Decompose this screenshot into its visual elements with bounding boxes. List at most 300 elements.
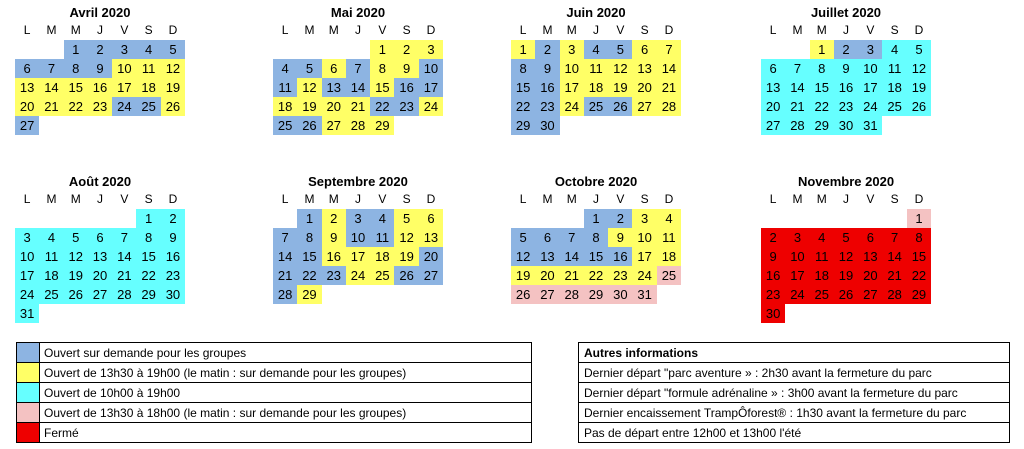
weekday-header: J bbox=[843, 192, 850, 206]
weekday-header: M bbox=[792, 192, 803, 206]
day-cell: 18 bbox=[584, 78, 608, 97]
day-cell: 13 bbox=[858, 247, 882, 266]
day-cell: 29 bbox=[584, 285, 608, 304]
weekday-header: S bbox=[640, 192, 649, 206]
day-cell: 4 bbox=[370, 209, 394, 228]
day-cell: 19 bbox=[511, 266, 535, 285]
weekday-header: D bbox=[168, 23, 178, 37]
day-cell: 29 bbox=[907, 285, 931, 304]
day-cell: 7 bbox=[560, 228, 584, 247]
legend-table bbox=[16, 342, 532, 443]
day-cell: 4 bbox=[584, 40, 608, 59]
weekday-header: M bbox=[328, 23, 339, 37]
month-title: Novembre 2020 bbox=[797, 174, 895, 189]
legend-label: Ouvert sur demande pour les groupes bbox=[40, 343, 532, 363]
day-cell: 15 bbox=[297, 247, 321, 266]
weekday-header: V bbox=[378, 192, 387, 206]
day-cell: 1 bbox=[136, 209, 160, 228]
day-cell: 25 bbox=[584, 97, 608, 116]
day-cell: 13 bbox=[632, 59, 656, 78]
day-cell: 2 bbox=[834, 40, 858, 59]
day-cell: 18 bbox=[657, 247, 681, 266]
day-cell: 20 bbox=[535, 266, 559, 285]
day-cell: 10 bbox=[346, 228, 370, 247]
day-cell: 13 bbox=[88, 247, 112, 266]
empty-cell bbox=[761, 209, 785, 228]
day-cell: 3 bbox=[15, 228, 39, 247]
weekday-header: M bbox=[304, 192, 315, 206]
weekday-header: V bbox=[378, 23, 387, 37]
day-cell: 11 bbox=[273, 78, 297, 97]
day-cell: 25 bbox=[657, 266, 681, 285]
weekday-header: S bbox=[402, 23, 411, 37]
day-cell: 16 bbox=[761, 266, 785, 285]
day-cell: 29 bbox=[297, 285, 321, 304]
day-cell: 5 bbox=[64, 228, 88, 247]
day-cell: 27 bbox=[761, 116, 785, 135]
info-line: Dernier encaissement TrampÔforest® : 1h30 avant la fermeture du parc bbox=[579, 403, 1010, 423]
day-cell: 24 bbox=[346, 266, 370, 285]
legend-label: Ouvert de 10h00 à 19h00 bbox=[40, 383, 532, 403]
day-cell: 25 bbox=[39, 285, 63, 304]
day-cell: 28 bbox=[882, 285, 906, 304]
day-cell: 9 bbox=[394, 59, 418, 78]
info-line: Dernier départ "parc aventure » : 2h30 avant la fermeture du parc bbox=[579, 363, 1010, 383]
day-cell: 7 bbox=[785, 59, 809, 78]
empty-cell bbox=[810, 209, 834, 228]
day-cell: 21 bbox=[273, 266, 297, 285]
weekday-header: D bbox=[664, 23, 674, 37]
day-cell: 26 bbox=[907, 97, 931, 116]
empty-cell bbox=[560, 209, 584, 228]
empty-cell bbox=[273, 40, 297, 59]
info-table bbox=[578, 342, 1010, 443]
weekday-header: V bbox=[120, 192, 129, 206]
day-cell: 13 bbox=[15, 78, 39, 97]
weekday-header: D bbox=[168, 192, 178, 206]
month-calendar bbox=[761, 174, 931, 323]
day-cell: 21 bbox=[346, 97, 370, 116]
day-cell: 15 bbox=[64, 78, 88, 97]
empty-cell bbox=[834, 209, 858, 228]
day-cell: 9 bbox=[161, 228, 185, 247]
month-grid bbox=[761, 21, 931, 135]
month-calendar bbox=[511, 5, 681, 135]
day-cell: 24 bbox=[785, 285, 809, 304]
day-cell: 5 bbox=[608, 40, 632, 59]
legend-row bbox=[17, 403, 532, 423]
day-cell: 2 bbox=[761, 228, 785, 247]
day-cell: 19 bbox=[394, 247, 418, 266]
empty-cell bbox=[511, 209, 535, 228]
weekday-header: M bbox=[46, 23, 57, 37]
weekday-header: M bbox=[566, 23, 577, 37]
day-cell: 8 bbox=[907, 228, 931, 247]
day-cell: 28 bbox=[657, 97, 681, 116]
weekday-header: M bbox=[792, 23, 803, 37]
day-cell: 20 bbox=[419, 247, 443, 266]
day-cell: 12 bbox=[394, 228, 418, 247]
day-cell: 12 bbox=[907, 59, 931, 78]
day-cell: 14 bbox=[560, 247, 584, 266]
day-cell: 25 bbox=[882, 97, 906, 116]
weekday-header: J bbox=[355, 23, 362, 37]
empty-cell bbox=[88, 209, 112, 228]
day-cell: 25 bbox=[370, 266, 394, 285]
day-cell: 9 bbox=[834, 59, 858, 78]
weekday-header: J bbox=[593, 23, 600, 37]
day-cell: 16 bbox=[608, 247, 632, 266]
day-cell: 6 bbox=[88, 228, 112, 247]
day-cell: 17 bbox=[632, 247, 656, 266]
day-cell: 14 bbox=[273, 247, 297, 266]
day-cell: 9 bbox=[608, 228, 632, 247]
day-cell: 15 bbox=[907, 247, 931, 266]
day-cell: 17 bbox=[560, 78, 584, 97]
day-cell: 27 bbox=[322, 116, 346, 135]
day-cell: 8 bbox=[370, 59, 394, 78]
legend-swatch bbox=[17, 343, 40, 363]
day-cell: 22 bbox=[64, 97, 88, 116]
day-cell: 27 bbox=[632, 97, 656, 116]
day-cell: 7 bbox=[112, 228, 136, 247]
day-cell: 9 bbox=[322, 228, 346, 247]
day-cell: 29 bbox=[810, 116, 834, 135]
day-cell: 24 bbox=[560, 97, 584, 116]
day-cell: 8 bbox=[136, 228, 160, 247]
day-cell: 24 bbox=[112, 97, 136, 116]
weekday-header: D bbox=[914, 192, 924, 206]
month-title: Mai 2020 bbox=[330, 5, 386, 20]
day-cell: 27 bbox=[535, 285, 559, 304]
month-title: Avril 2020 bbox=[69, 5, 131, 20]
empty-cell bbox=[858, 209, 882, 228]
day-cell: 17 bbox=[858, 78, 882, 97]
weekday-header: J bbox=[355, 192, 362, 206]
day-cell: 21 bbox=[785, 97, 809, 116]
day-cell: 23 bbox=[394, 97, 418, 116]
day-cell: 3 bbox=[419, 40, 443, 59]
day-cell: 28 bbox=[273, 285, 297, 304]
day-cell: 26 bbox=[64, 285, 88, 304]
month-calendar bbox=[15, 5, 185, 135]
day-cell: 30 bbox=[608, 285, 632, 304]
day-cell: 3 bbox=[632, 209, 656, 228]
day-cell: 16 bbox=[88, 78, 112, 97]
day-cell: 14 bbox=[882, 247, 906, 266]
weekday-header: D bbox=[426, 23, 436, 37]
day-cell: 4 bbox=[136, 40, 160, 59]
day-cell: 7 bbox=[273, 228, 297, 247]
day-cell: 1 bbox=[511, 40, 535, 59]
day-cell: 26 bbox=[394, 266, 418, 285]
day-cell: 28 bbox=[560, 285, 584, 304]
day-cell: 16 bbox=[322, 247, 346, 266]
day-cell: 20 bbox=[15, 97, 39, 116]
empty-cell bbox=[39, 209, 63, 228]
day-cell: 28 bbox=[785, 116, 809, 135]
legend-row bbox=[17, 423, 532, 443]
day-cell: 26 bbox=[297, 116, 321, 135]
weekday-header: S bbox=[144, 23, 153, 37]
legend-row bbox=[17, 363, 532, 383]
month-title: Août 2020 bbox=[68, 174, 132, 189]
day-cell: 3 bbox=[858, 40, 882, 59]
day-cell: 20 bbox=[88, 266, 112, 285]
day-cell: 12 bbox=[511, 247, 535, 266]
day-cell: 27 bbox=[88, 285, 112, 304]
day-cell: 10 bbox=[560, 59, 584, 78]
weekday-header: S bbox=[402, 192, 411, 206]
legend-row bbox=[17, 383, 532, 403]
day-cell: 2 bbox=[322, 209, 346, 228]
day-cell: 12 bbox=[608, 59, 632, 78]
day-cell: 30 bbox=[535, 116, 559, 135]
day-cell: 26 bbox=[511, 285, 535, 304]
month-calendar bbox=[761, 5, 931, 135]
weekday-header: L bbox=[519, 23, 527, 37]
weekday-header: S bbox=[144, 192, 153, 206]
weekday-header: S bbox=[890, 23, 899, 37]
empty-cell bbox=[882, 209, 906, 228]
day-cell: 17 bbox=[346, 247, 370, 266]
day-cell: 18 bbox=[273, 97, 297, 116]
weekday-header: S bbox=[640, 23, 649, 37]
day-cell: 24 bbox=[419, 97, 443, 116]
day-cell: 18 bbox=[370, 247, 394, 266]
day-cell: 8 bbox=[511, 59, 535, 78]
weekday-header: M bbox=[816, 192, 827, 206]
day-cell: 19 bbox=[608, 78, 632, 97]
day-cell: 20 bbox=[858, 266, 882, 285]
legend-row bbox=[17, 343, 532, 363]
day-cell: 26 bbox=[608, 97, 632, 116]
day-cell: 26 bbox=[161, 97, 185, 116]
month-calendar bbox=[15, 174, 185, 323]
day-cell: 16 bbox=[161, 247, 185, 266]
day-cell: 4 bbox=[273, 59, 297, 78]
legend-label: Ouvert de 13h30 à 18h00 (le matin : sur demande pour les groupes) bbox=[40, 403, 532, 423]
day-cell: 27 bbox=[419, 266, 443, 285]
day-cell: 1 bbox=[64, 40, 88, 59]
day-cell: 7 bbox=[882, 228, 906, 247]
day-cell: 21 bbox=[560, 266, 584, 285]
empty-cell bbox=[273, 209, 297, 228]
day-cell: 27 bbox=[15, 116, 39, 135]
day-cell: 11 bbox=[39, 247, 63, 266]
weekday-header: L bbox=[281, 23, 289, 37]
day-cell: 12 bbox=[64, 247, 88, 266]
month-grid bbox=[511, 190, 681, 304]
day-cell: 19 bbox=[64, 266, 88, 285]
empty-cell bbox=[39, 40, 63, 59]
day-cell: 13 bbox=[761, 78, 785, 97]
weekday-header: M bbox=[46, 192, 57, 206]
weekday-header: L bbox=[23, 192, 31, 206]
day-cell: 19 bbox=[834, 266, 858, 285]
weekday-header: L bbox=[23, 23, 31, 37]
weekday-header: M bbox=[70, 23, 81, 37]
day-cell: 1 bbox=[370, 40, 394, 59]
weekday-header: D bbox=[914, 23, 924, 37]
day-cell: 2 bbox=[608, 209, 632, 228]
day-cell: 22 bbox=[511, 97, 535, 116]
day-cell: 23 bbox=[161, 266, 185, 285]
day-cell: 27 bbox=[858, 285, 882, 304]
weekday-header: J bbox=[97, 23, 104, 37]
weekday-header: J bbox=[593, 192, 600, 206]
day-cell: 2 bbox=[88, 40, 112, 59]
legend-swatch bbox=[17, 363, 40, 383]
day-cell: 8 bbox=[584, 228, 608, 247]
info-line: Dernier départ "formule adrénaline » : 3h00 avant la fermeture du parc bbox=[579, 383, 1010, 403]
day-cell: 6 bbox=[419, 209, 443, 228]
day-cell: 1 bbox=[584, 209, 608, 228]
day-cell: 15 bbox=[511, 78, 535, 97]
day-cell: 22 bbox=[370, 97, 394, 116]
weekday-header: D bbox=[426, 192, 436, 206]
day-cell: 18 bbox=[136, 78, 160, 97]
day-cell: 15 bbox=[136, 247, 160, 266]
weekday-header: V bbox=[616, 23, 625, 37]
month-grid bbox=[761, 190, 931, 323]
weekday-header: M bbox=[328, 192, 339, 206]
weekday-header: M bbox=[70, 192, 81, 206]
day-cell: 3 bbox=[112, 40, 136, 59]
day-cell: 6 bbox=[858, 228, 882, 247]
day-cell: 4 bbox=[39, 228, 63, 247]
info-title: Autres informations bbox=[579, 343, 1010, 363]
day-cell: 12 bbox=[161, 59, 185, 78]
day-cell: 1 bbox=[907, 209, 931, 228]
day-cell: 13 bbox=[322, 78, 346, 97]
day-cell: 9 bbox=[88, 59, 112, 78]
day-cell: 24 bbox=[632, 266, 656, 285]
day-cell: 22 bbox=[297, 266, 321, 285]
day-cell: 10 bbox=[785, 247, 809, 266]
month-grid bbox=[15, 190, 185, 323]
day-cell: 5 bbox=[907, 40, 931, 59]
empty-cell bbox=[297, 40, 321, 59]
day-cell: 29 bbox=[136, 285, 160, 304]
day-cell: 16 bbox=[394, 78, 418, 97]
weekday-header: J bbox=[843, 23, 850, 37]
empty-cell bbox=[64, 209, 88, 228]
day-cell: 6 bbox=[761, 59, 785, 78]
day-cell: 13 bbox=[419, 228, 443, 247]
month-title: Octobre 2020 bbox=[554, 174, 638, 189]
day-cell: 11 bbox=[657, 228, 681, 247]
day-cell: 6 bbox=[322, 59, 346, 78]
day-cell: 31 bbox=[858, 116, 882, 135]
weekday-header: M bbox=[542, 192, 553, 206]
day-cell: 7 bbox=[657, 40, 681, 59]
day-cell: 26 bbox=[834, 285, 858, 304]
day-cell: 12 bbox=[297, 78, 321, 97]
weekday-header: V bbox=[616, 192, 625, 206]
day-cell: 20 bbox=[322, 97, 346, 116]
month-title: Juin 2020 bbox=[566, 5, 626, 20]
weekday-header: L bbox=[519, 192, 527, 206]
day-cell: 11 bbox=[882, 59, 906, 78]
day-cell: 15 bbox=[584, 247, 608, 266]
day-cell: 11 bbox=[370, 228, 394, 247]
day-cell: 19 bbox=[297, 97, 321, 116]
day-cell: 5 bbox=[161, 40, 185, 59]
weekday-header: L bbox=[769, 23, 777, 37]
month-grid bbox=[273, 190, 443, 304]
day-cell: 15 bbox=[370, 78, 394, 97]
weekday-header: M bbox=[816, 23, 827, 37]
day-cell: 14 bbox=[112, 247, 136, 266]
day-cell: 21 bbox=[657, 78, 681, 97]
day-cell: 23 bbox=[761, 285, 785, 304]
day-cell: 28 bbox=[112, 285, 136, 304]
day-cell: 6 bbox=[632, 40, 656, 59]
day-cell: 10 bbox=[632, 228, 656, 247]
day-cell: 11 bbox=[136, 59, 160, 78]
weekday-header: M bbox=[566, 192, 577, 206]
empty-cell bbox=[535, 209, 559, 228]
month-title: Septembre 2020 bbox=[308, 174, 408, 189]
day-cell: 9 bbox=[535, 59, 559, 78]
day-cell: 3 bbox=[560, 40, 584, 59]
day-cell: 17 bbox=[419, 78, 443, 97]
day-cell: 21 bbox=[39, 97, 63, 116]
empty-cell bbox=[15, 209, 39, 228]
empty-cell bbox=[15, 40, 39, 59]
day-cell: 5 bbox=[394, 209, 418, 228]
empty-cell bbox=[761, 40, 785, 59]
day-cell: 28 bbox=[346, 116, 370, 135]
legend-swatch bbox=[17, 383, 40, 403]
weekday-header: L bbox=[769, 192, 777, 206]
day-cell: 4 bbox=[810, 228, 834, 247]
day-cell: 2 bbox=[161, 209, 185, 228]
day-cell: 13 bbox=[535, 247, 559, 266]
day-cell: 18 bbox=[810, 266, 834, 285]
day-cell: 25 bbox=[273, 116, 297, 135]
month-calendar bbox=[511, 174, 681, 304]
weekday-header: V bbox=[120, 23, 129, 37]
day-cell: 11 bbox=[584, 59, 608, 78]
weekday-header: M bbox=[304, 23, 315, 37]
empty-cell bbox=[785, 209, 809, 228]
day-cell: 25 bbox=[136, 97, 160, 116]
day-cell: 10 bbox=[419, 59, 443, 78]
day-cell: 5 bbox=[511, 228, 535, 247]
empty-cell bbox=[785, 40, 809, 59]
day-cell: 14 bbox=[346, 78, 370, 97]
weekday-header: J bbox=[97, 192, 104, 206]
month-calendar bbox=[273, 5, 443, 135]
day-cell: 5 bbox=[834, 228, 858, 247]
day-cell: 17 bbox=[112, 78, 136, 97]
day-cell: 23 bbox=[88, 97, 112, 116]
day-cell: 14 bbox=[657, 59, 681, 78]
day-cell: 20 bbox=[761, 97, 785, 116]
day-cell: 7 bbox=[346, 59, 370, 78]
day-cell: 18 bbox=[882, 78, 906, 97]
day-cell: 22 bbox=[584, 266, 608, 285]
month-grid bbox=[273, 21, 443, 135]
day-cell: 12 bbox=[834, 247, 858, 266]
day-cell: 29 bbox=[511, 116, 535, 135]
empty-cell bbox=[346, 40, 370, 59]
day-cell: 14 bbox=[39, 78, 63, 97]
day-cell: 10 bbox=[15, 247, 39, 266]
weekday-header: L bbox=[281, 192, 289, 206]
